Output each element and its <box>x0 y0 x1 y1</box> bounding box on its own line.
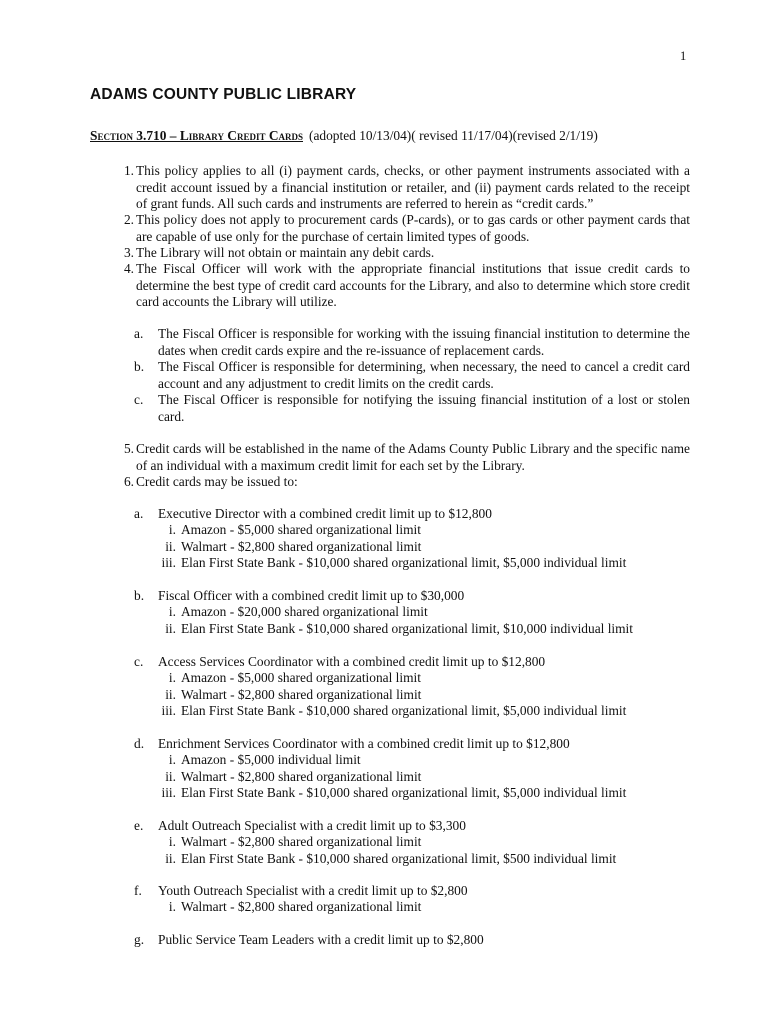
cardholder-position <box>134 654 690 671</box>
position-text: Public Service Team Leaders with a credit limit up to $2,800 <box>158 932 484 947</box>
cardholder-position <box>134 736 690 753</box>
item-number: 3. <box>123 245 134 260</box>
credit-limit-line <box>134 621 690 638</box>
position-text: Adult Outreach Specialist with a credit limit up to $3,300 <box>158 818 466 833</box>
credit-limit-line <box>134 522 690 539</box>
limit-text: Elan First State Bank - $10,000 shared organizational limit, $5,000 individual limit <box>181 785 627 800</box>
limit-numeral: i. <box>168 834 176 849</box>
limit-text: Walmart - $2,800 shared organizational limit <box>181 834 422 849</box>
position-letter: g. <box>134 932 145 947</box>
limit-text: Elan First State Bank - $10,000 shared organizational limit, $500 individual limit <box>181 851 617 866</box>
limit-text: Walmart - $2,800 shared organizational limit <box>181 769 422 784</box>
item-text: The Library will not obtain or maintain any debit cards. <box>136 245 435 260</box>
position-letter: c. <box>134 654 144 669</box>
section-adoption-note: (adopted 10/13/04)( revised 11/17/04)(revised 2/1/19) <box>309 128 598 143</box>
position-text: Fiscal Officer with a combined credit limit up to $30,000 <box>158 588 465 603</box>
cardholder-position <box>134 883 690 900</box>
limit-numeral: i. <box>168 899 176 914</box>
item-number: 5. <box>123 441 134 456</box>
cardholder-position <box>134 818 690 835</box>
limit-text: Amazon - $5,000 shared organizational limit <box>181 670 421 685</box>
credit-limit-line <box>134 899 690 916</box>
position-text: Youth Outreach Specialist with a credit limit up to $2,800 <box>158 883 468 898</box>
position-text: Executive Director with a combined credit limit up to $12,800 <box>158 506 492 521</box>
limit-numeral: i. <box>168 604 176 619</box>
sub-item-text: The Fiscal Officer is responsible for determining, when necessary, the need to cancel a credit card account and any adjustment to credit limits on the credit cards. <box>158 359 690 391</box>
position-letter: e. <box>134 818 144 833</box>
item-text: The Fiscal Officer will work with the appropriate financial institutions that issue credit cards to determine the best type of credit card accounts for the Library, and also to determine which store credit card accounts the Library will utilize. <box>136 261 690 309</box>
sub-item-letter: a. <box>134 326 144 341</box>
policy-item <box>110 163 690 213</box>
credit-limit-line <box>134 555 690 572</box>
limit-text: Amazon - $5,000 shared organizational limit <box>181 522 421 537</box>
limit-text: Amazon - $5,000 individual limit <box>181 752 361 767</box>
limit-numeral: i. <box>168 752 176 767</box>
item-number: 6. <box>123 474 134 489</box>
position-letter: f. <box>134 883 142 898</box>
sub-item-text: The Fiscal Officer is responsible for notifying the issuing financial institution of a lost or stolen card. <box>158 392 690 424</box>
credit-limit-line <box>134 769 690 786</box>
credit-limit-line <box>134 851 690 868</box>
credit-limit-line <box>134 670 690 687</box>
sub-item-text: The Fiscal Officer is responsible for working with the issuing financial institution to determine the dates when credit cards expire and the re-issuance of replacement cards. <box>158 326 690 358</box>
position-letter: a. <box>134 506 144 521</box>
page-number: 1 <box>680 49 687 63</box>
credit-limit-line <box>134 834 690 851</box>
section-heading <box>90 128 598 145</box>
limit-text: Elan First State Bank - $10,000 shared organizational limit, $10,000 individual limit <box>181 621 633 636</box>
policy-item <box>110 441 690 474</box>
credit-limit-line <box>134 687 690 704</box>
limit-text: Amazon - $20,000 shared organizational limit <box>181 604 428 619</box>
sub-item-letter: b. <box>134 359 145 374</box>
section-title: Section 3.710 – Library Credit Cards <box>90 128 303 143</box>
limit-numeral: ii. <box>165 769 176 784</box>
limit-text: Elan First State Bank - $10,000 shared organizational limit, $5,000 individual limit <box>181 555 627 570</box>
limit-numeral: i. <box>168 670 176 685</box>
credit-limit-line <box>134 785 690 802</box>
limit-numeral: ii. <box>165 539 176 554</box>
policy-item <box>110 474 690 491</box>
policy-item <box>110 212 690 245</box>
position-letter: b. <box>134 588 145 603</box>
item-number: 1. <box>123 163 134 178</box>
limit-text: Elan First State Bank - $10,000 shared organizational limit, $5,000 individual limit <box>181 703 627 718</box>
item-text: This policy does not apply to procurement cards (P-cards), or to gas cards or other payment cards that are capable of use only for the purchase of certain limited types of goods. <box>136 212 690 244</box>
limit-numeral: iii. <box>161 703 176 718</box>
sub-item-letter: c. <box>134 392 144 407</box>
policy-item <box>110 245 690 262</box>
position-letter: d. <box>134 736 145 751</box>
fiscal-officer-duty <box>134 392 690 425</box>
position-text: Enrichment Services Coordinator with a combined credit limit up to $12,800 <box>158 736 570 751</box>
limit-numeral: ii. <box>165 621 176 636</box>
fiscal-officer-duty <box>134 326 690 359</box>
credit-limit-line <box>134 703 690 720</box>
limit-numeral: iii. <box>161 785 176 800</box>
cardholder-position <box>134 506 690 523</box>
limit-text: Walmart - $2,800 shared organizational limit <box>181 687 422 702</box>
credit-limit-line <box>134 752 690 769</box>
limit-text: Walmart - $2,800 shared organizational limit <box>181 899 422 914</box>
item-text: This policy applies to all (i) payment cards, checks, or other payment instruments associated with a credit account issued by a financial institution or retailer, and (ii) payment cards related to the receipt of grant funds. All such cards and instruments are referred to herein as “credit cards.” <box>136 163 690 211</box>
item-number: 2. <box>123 212 134 227</box>
item-text: Credit cards will be established in the name of the Adams County Public Library and the specific name of an individual with a maximum credit limit for each set by the Library. <box>136 441 690 473</box>
cardholder-position <box>134 932 690 949</box>
limit-numeral: ii. <box>165 687 176 702</box>
organization-title: ADAMS COUNTY PUBLIC LIBRARY <box>90 86 357 103</box>
limit-numeral: iii. <box>161 555 176 570</box>
item-number: 4. <box>123 261 134 276</box>
policy-item <box>110 261 690 311</box>
limit-text: Walmart - $2,800 shared organizational limit <box>181 539 422 554</box>
credit-limit-line <box>134 539 690 556</box>
limit-numeral: i. <box>168 522 176 537</box>
credit-limit-line <box>134 604 690 621</box>
fiscal-officer-duty <box>134 359 690 392</box>
position-text: Access Services Coordinator with a combined credit limit up to $12,800 <box>158 654 546 669</box>
cardholder-position <box>134 588 690 605</box>
limit-numeral: ii. <box>165 851 176 866</box>
item-text: Credit cards may be issued to: <box>136 474 298 489</box>
